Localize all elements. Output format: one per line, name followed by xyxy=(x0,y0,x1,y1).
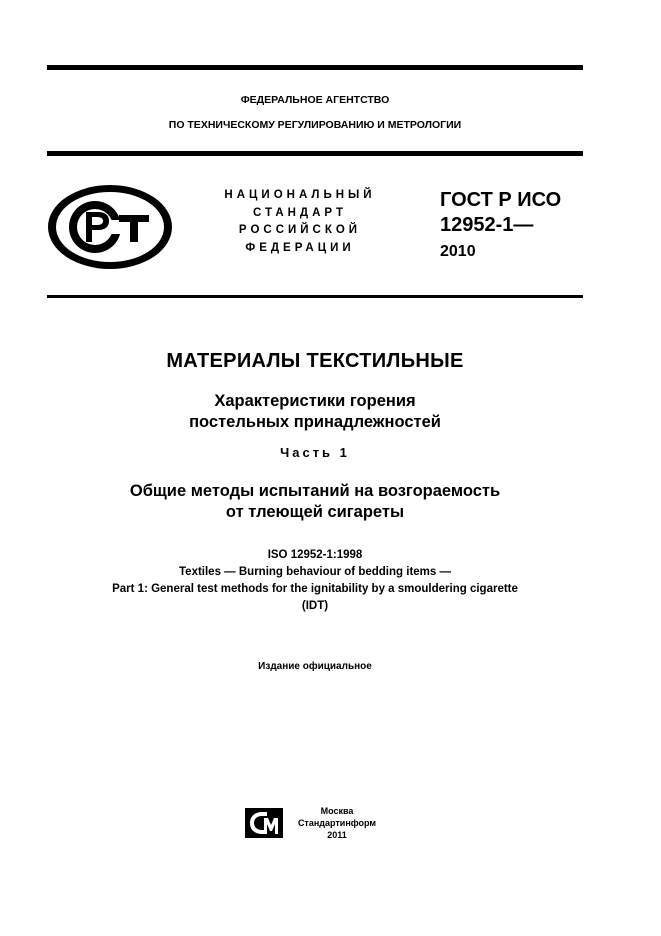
part-title xyxy=(47,481,583,523)
national-line: НАЦИОНАЛЬНЫЙ xyxy=(224,189,376,201)
edition-label: Издание официальное xyxy=(258,661,372,672)
iso-reference xyxy=(47,547,583,615)
standard-designation xyxy=(440,188,561,263)
part-label: Часть 1 xyxy=(280,445,350,460)
agency-name-line2: ПО ТЕХНИЧЕСКОМУ РЕГУЛИРОВАНИЮ И МЕТРОЛОГИИ xyxy=(168,119,462,131)
standartinform-logo-icon xyxy=(244,807,284,839)
part-title-line2: от тлеющей сигареты xyxy=(225,503,405,521)
gost-line1: ГОСТ Р ИСО xyxy=(440,189,562,211)
national-line: ФЕДЕРАЦИИ xyxy=(245,241,355,254)
iso-equivalence: (IDT) xyxy=(301,600,329,612)
iso-title-line1: Textiles — Burning behaviour of bedding items — xyxy=(179,566,451,578)
top-rule xyxy=(47,65,583,70)
iso-title-line2: Part 1: General test methods for the ignitability by a smouldering cigarette xyxy=(112,583,518,595)
subtitle-line2: постельных принадлежностей xyxy=(189,413,441,431)
subtitle-line1: Характеристики горения xyxy=(214,392,416,410)
middle-rule xyxy=(47,151,583,156)
publisher-city: Москва xyxy=(320,806,354,816)
gost-line2: 12952-1— xyxy=(440,214,534,236)
agency-name-line1: ФЕДЕРАЛЬНОЕ АГЕНТСТВО xyxy=(240,94,390,106)
national-line: СТАНДАРТ xyxy=(253,206,347,219)
bottom-rule xyxy=(47,295,583,298)
publisher-block xyxy=(292,805,382,841)
national-standard-label xyxy=(210,187,390,257)
iso-number: ISO 12952-1:1998 xyxy=(267,549,363,561)
publisher-year: 2011 xyxy=(327,830,347,840)
publisher-name: Стандартинформ xyxy=(297,818,377,828)
national-line: РОССИЙСКОЙ xyxy=(238,224,362,236)
document-title: МАТЕРИАЛЫ ТЕКСТИЛЬНЫЕ xyxy=(166,350,464,372)
document-subtitle xyxy=(47,391,583,433)
part-title-line1: Общие методы испытаний на возгораемость xyxy=(129,482,501,500)
rst-logo-icon xyxy=(45,182,175,272)
gost-year: 2010 xyxy=(440,243,476,260)
